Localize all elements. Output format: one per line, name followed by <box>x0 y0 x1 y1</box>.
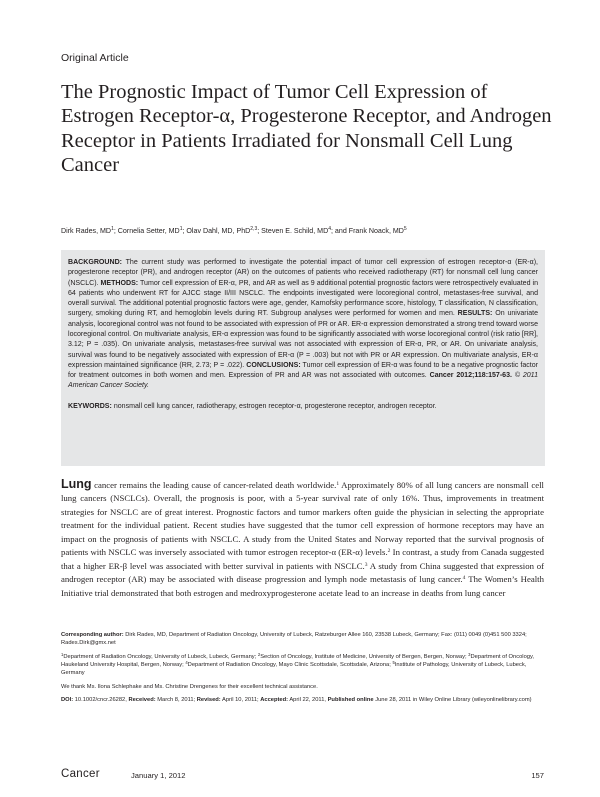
affiliation: Section of Oncology, Institute of Medicine, University of Bergen, Bergen, Norway; <box>260 653 469 660</box>
accepted-date: April 22, 2011, <box>288 697 328 704</box>
abstract-paragraph <box>68 258 538 392</box>
abstract-background-label: BACKGROUND: <box>68 259 123 266</box>
publication-history-note <box>61 696 544 704</box>
affiliation: Department of Radiation Oncology, Mayo Clinic Scottsdale, Scottsdale, Arizona; <box>187 662 393 669</box>
author-name: ; and Frank Noack, MD <box>330 227 404 235</box>
affiliation: Institute of Pathology, University of Lubeck, Lubeck, Germany <box>61 662 527 677</box>
affiliation-number: 5 <box>392 660 395 666</box>
reference-marker[interactable]: 1 <box>336 481 340 487</box>
body-sentence: The Women’s Health Initiative trial demonstrated that both estrogen and medroxyprogesterone acetate lead to an increase in deaths from lung cancer <box>61 574 544 598</box>
keywords-label: KEYWORDS: <box>68 402 112 410</box>
author-name: ; Steven E. Schild, MD <box>257 227 329 235</box>
published-date: June 28, 2011 in Wiley Online Library (wileyonlinelibrary.com) <box>373 697 532 704</box>
affiliation-marker: 5 <box>403 226 407 232</box>
body-sentence: cancer remains the leading cause of cancer-related death worldwide. <box>91 480 337 490</box>
doi-label: DOI: <box>61 697 74 704</box>
received-label: Received: <box>128 697 156 704</box>
reference-marker[interactable]: 2 <box>387 548 391 555</box>
abstract-results: On univariate analysis, locoregional control was not found to be associated with expression of PR or AR. ER-α expression demonstrated a strong trend toward worse locoregional control. On multivariate analysis, ER-α expression was found to be significantly associated with worse locoregional control (risk ratio [RR], 3.12; P = .035). On univariate analysis, metastases-free survival was not associated with expression of ER-α, PR, or AR. On univariate analysis, survival was found to be negatively associated with expression of ER-α (P = .003) but not with PR or AR expression. On multivariate analysis, ER-α expression maintained significance (RR, 2.73; P = .022). <box>68 310 539 369</box>
reference-marker[interactable]: 4 <box>462 575 466 582</box>
author-list <box>61 226 561 236</box>
issue-date: January 1, 2012 <box>131 771 186 780</box>
abstract-citation: Cancer 2012;118:157-63. <box>429 372 512 380</box>
revised-date: April 10, 2011; <box>220 697 261 704</box>
abstract-methods-label: METHODS: <box>100 279 139 287</box>
keywords-list: nonsmall cell lung cancer, radiotherapy, estrogen receptor-α, progesterone receptor, androgen receptor. <box>111 402 437 410</box>
body-sentence: Approximately 80% of all lung cancers are nonsmall cell lung cancers (NSCLCs). Overall, the prognosis is poor, with a 5-year survival rate of only 16%. Thus, improvements in treatment strategies for NSCLC are of great interest. Prognostic factors and tumor markers often guide the physician in selecting the appropriate treatment for the individual patient. Recent studies have suggested that the tumor cell expression of hormone receptors may have an impact on the prognosis of patients with NSCLC. A study from the United States and Norway reported that the survival prognosis of patients with NSCLC was inversely associated with tumor estrogen receptor-α (ER-α) levels. <box>61 480 544 558</box>
body-sentence: In contrast, a study from Canada suggested that a higher ER-β level was associated with better survival in patients with NSCLC. <box>61 547 544 571</box>
affiliation: Department of Radiation Oncology, University of Lubeck, Lubeck, Germany; <box>63 653 258 660</box>
affiliation-number: 3 <box>468 651 471 657</box>
published-label: Published online <box>327 697 374 704</box>
article-type-label: Original Article <box>61 52 129 64</box>
author-name: ; Cornelia Setter, MD <box>113 227 180 235</box>
journal-name: Cancer <box>61 768 100 780</box>
received-date: March 8, 2011; <box>155 697 197 704</box>
abstract-conclusions-label: CONCLUSIONS: <box>246 361 301 369</box>
author-name: ; Olav Dahl, MD, PhD <box>182 227 251 235</box>
affiliations-note <box>61 653 544 678</box>
affiliation-number: 2 <box>257 651 261 657</box>
affiliation-number: 4 <box>185 660 188 666</box>
author-name: Dirk Rades, MD <box>61 227 112 235</box>
affiliation-marker: 1 <box>111 226 114 232</box>
keywords <box>68 402 538 412</box>
affiliation: Department of Oncology, Haukeland University Hospital, Bergen, Norway; <box>61 653 535 669</box>
corresponding-author-details: Dirk Rades, MD, Department of Radiation Oncology, University of Lubeck, Ratzeburger Allee 160, 23538 Lubeck, Germany; Fax: (011) 0049 (0)451 500 3324; Rades.Dirk@gmx.net <box>61 632 527 647</box>
abstract-conclusions: Tumor cell expression of ER-α was found to be a negative prognostic factor for treatment outcomes in both women and men. Expression of PR and AR was not associated with outcomes. <box>68 361 538 380</box>
acknowledgment-note: We thank Ms. Ilona Schlephake and Ms. Christine Drengenes for their excellent technical assistance. <box>61 683 318 690</box>
abstract-methods: Tumor cell expression of ER-α, PR, and AR as well as 9 additional potential prognostic factors were retrospectively evaluated in 64 patients who underwent RT for AJCC stage II/III NSCLC. The endpoints investigated were locoregional control, metastases-free survival, and overall survival. The additional potential prognostic factors were age, gender, Karnofsky performance score, histology, T classification, N classification, surgery, smoking during RT, and hemoglobin levels during RT. Subgroup analyses were performed for women and men. <box>68 279 538 318</box>
revised-label: Revised: <box>196 697 221 704</box>
article-title: The Prognostic Impact of Tumor Cell Expression of Estrogen Receptor-α, Progesterone Receptor, and Androgen Receptor in Patients Irradiated for Nonsmall Cell Lung Cancer <box>61 81 552 177</box>
page-footer <box>61 770 544 784</box>
abstract-background: The current study was performed to investigate the potential impact of tumor cell expression of estrogen receptor-α (ER-α), progesterone receptor (PR), and androgen receptor (AR) on the outcomes of patients who received radiotherapy (RT) for nonsmall cell lung cancer (NSCLC). <box>68 259 538 287</box>
lead-word: Lung <box>61 477 92 491</box>
page-number: 157 <box>531 771 544 780</box>
reference-marker[interactable]: 3 <box>364 561 368 568</box>
corresponding-author-note <box>61 631 544 648</box>
footnotes <box>61 631 544 709</box>
accepted-label: Accepted: <box>260 697 289 704</box>
affiliation-marker: 2,3 <box>250 226 258 232</box>
corresponding-author-label: Corresponding author: <box>61 632 124 638</box>
affiliation-number: 1 <box>61 651 64 657</box>
abstract-box <box>61 250 545 466</box>
affiliation-marker: 1 <box>179 226 183 232</box>
introduction-paragraph <box>61 478 544 600</box>
affiliation-marker: 4 <box>328 226 331 232</box>
doi-value: 10.1002/cncr.26282, <box>73 697 129 704</box>
abstract-copyright: © 2011 American Cancer Society. <box>68 372 538 390</box>
body-sentence: A study from China suggested that expression of androgen receptor (AR) may be associated with disease progression and lymph node metastasis of lung cancer. <box>61 560 544 585</box>
abstract-results-label: RESULTS: <box>457 310 493 318</box>
